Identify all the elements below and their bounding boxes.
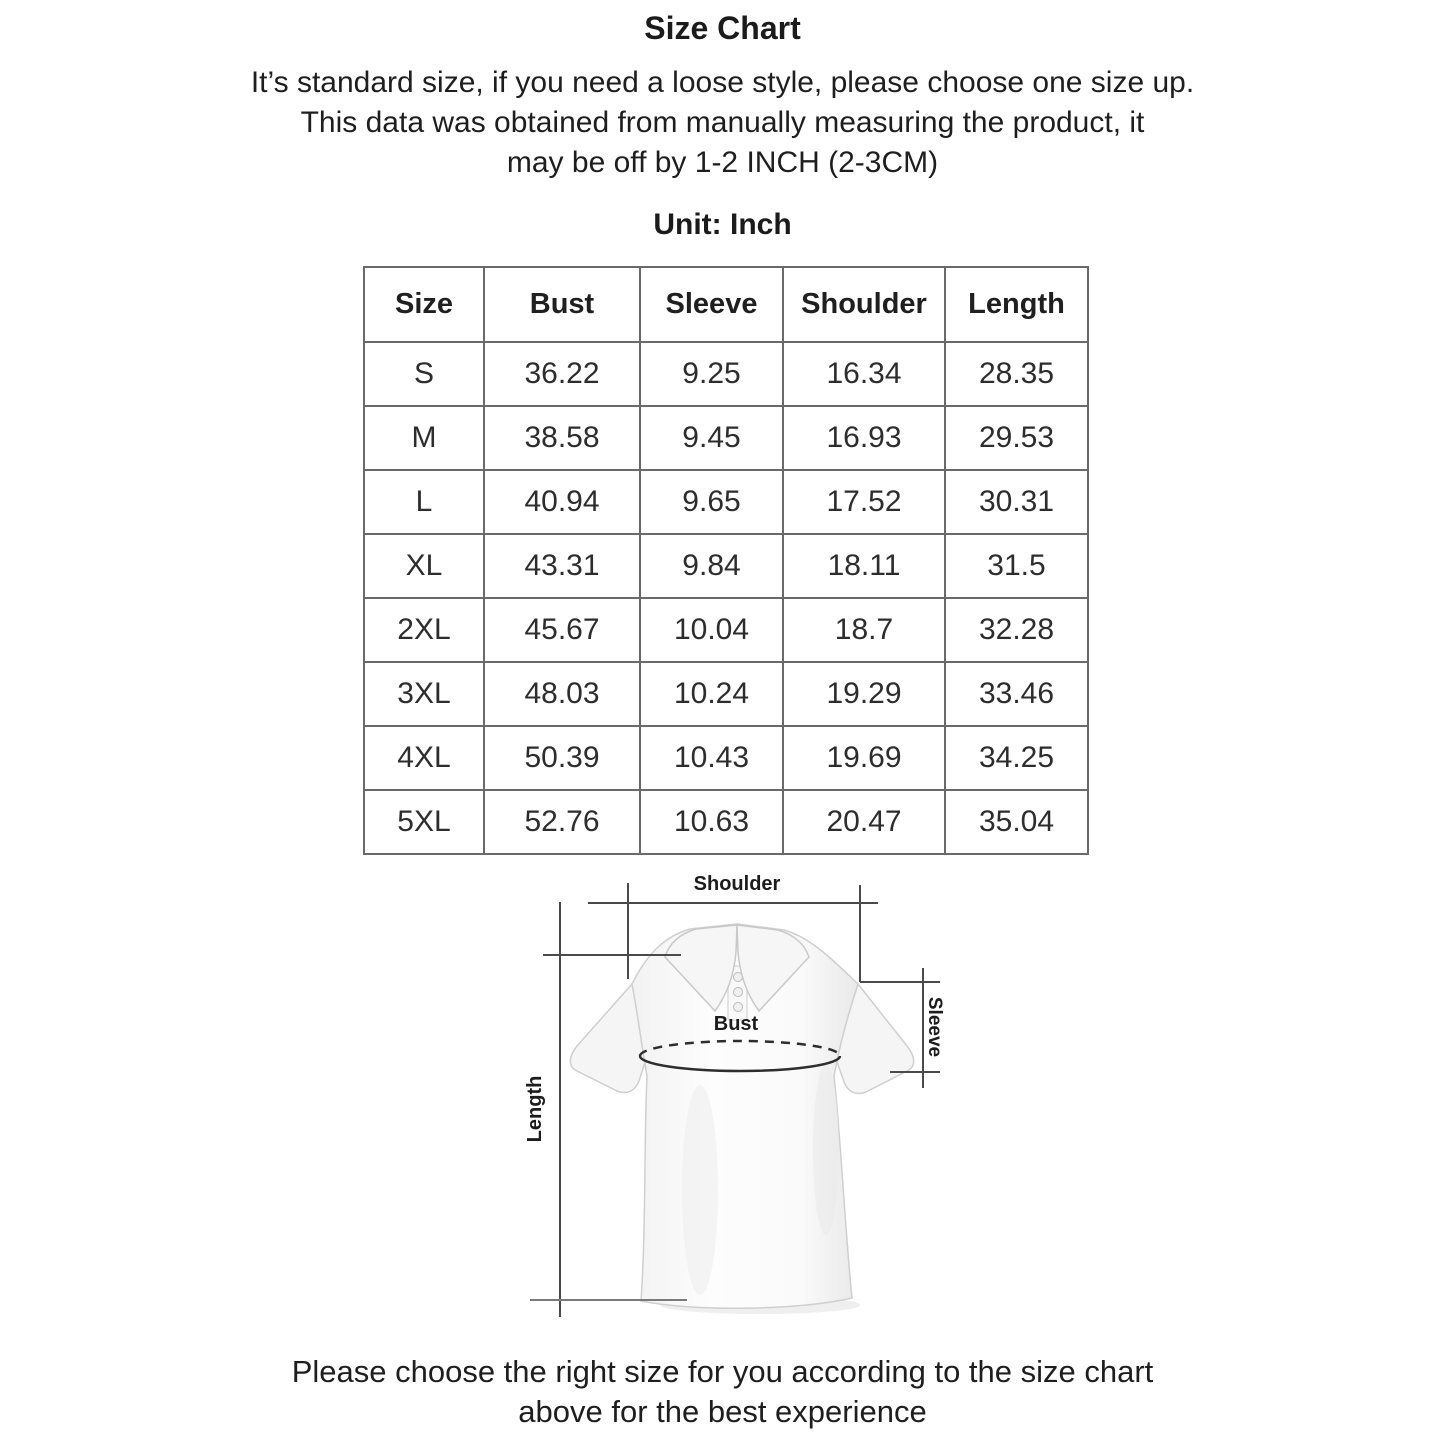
measurement-value-cell: 18.7 [783,598,945,662]
column-header-length: Length [945,267,1088,342]
intro-line-1: It’s standard size, if you need a loose style, please choose one size up. [250,66,1195,99]
size-table-row [364,342,1088,406]
shirt-button [734,988,743,997]
measurement-value-cell: 10.63 [640,790,783,854]
shirt-crease-left [682,1085,718,1295]
measurement-value-cell: 48.03 [484,662,640,726]
footer-line-2: above for the best experience [518,1394,927,1429]
measurement-value-cell: 20.47 [783,790,945,854]
measurement-value-cell: 52.76 [484,790,640,854]
shoulder-label: Shoulder [693,873,781,895]
bust-label: Bust [713,1013,759,1035]
page-title: Size Chart [644,10,801,46]
size-name-cell: L [364,470,484,534]
unit-label: Unit: Inch [653,208,792,241]
intro-line-3: may be off by 1-2 INCH (2-3CM) [506,146,939,179]
size-table-body [364,342,1088,854]
measurement-value-cell: 10.43 [640,726,783,790]
measurement-value-cell: 9.45 [640,406,783,470]
footer-note [0,1352,1445,1432]
measurement-value-cell: 33.46 [945,662,1088,726]
size-table-row [364,470,1088,534]
size-table-header-row [364,267,1088,342]
size-table-row [364,598,1088,662]
column-header-shoulder: Shoulder [783,267,945,342]
measurement-value-cell: 40.94 [484,470,640,534]
measurement-value-cell: 36.22 [484,342,640,406]
measurement-value-cell: 19.29 [783,662,945,726]
size-name-cell: XL [364,534,484,598]
measurement-value-cell: 50.39 [484,726,640,790]
size-table-row [364,662,1088,726]
footer-line-1: Please choose the right size for you according to the size chart [291,1354,1154,1389]
measurement-value-cell: 45.67 [484,598,640,662]
measurement-value-cell: 18.11 [783,534,945,598]
size-table-row [364,406,1088,470]
measurement-value-cell: 31.5 [945,534,1088,598]
measurement-value-cell: 16.34 [783,342,945,406]
measurement-value-cell: 10.04 [640,598,783,662]
measurement-value-cell: 30.31 [945,470,1088,534]
measurement-value-cell: 34.25 [945,726,1088,790]
measurement-value-cell: 9.84 [640,534,783,598]
measurement-value-cell: 43.31 [484,534,640,598]
measurement-value-cell: 17.52 [783,470,945,534]
intro-text [0,63,1445,183]
shirt-crease-right [813,1065,839,1235]
column-header-size: Size [364,267,484,342]
measurement-value-cell: 16.93 [783,406,945,470]
column-header-bust: Bust [484,267,640,342]
measurement-value-cell: 9.65 [640,470,783,534]
size-table-row [364,726,1088,790]
measurement-value-cell: 35.04 [945,790,1088,854]
size-table [363,266,1089,855]
measurement-value-cell: 29.53 [945,406,1088,470]
intro-line-2: This data was obtained from manually measuring the product, it [300,106,1145,139]
length-label: Length [524,1075,546,1143]
shirt-button [734,1003,743,1012]
measurement-value-cell: 32.28 [945,598,1088,662]
sleeve-label: Sleeve [924,996,945,1058]
size-name-cell: M [364,406,484,470]
size-table-row [364,790,1088,854]
size-name-cell: 2XL [364,598,484,662]
size-table-row [364,534,1088,598]
measurement-value-cell: 28.35 [945,342,1088,406]
size-name-cell: 5XL [364,790,484,854]
measurement-value-cell: 10.24 [640,662,783,726]
measurement-value-cell: 19.69 [783,726,945,790]
size-name-cell: 4XL [364,726,484,790]
size-name-cell: 3XL [364,662,484,726]
column-header-sleeve: Sleeve [640,267,783,342]
size-name-cell: S [364,342,484,406]
measurement-value-cell: 38.58 [484,406,640,470]
measurement-value-cell: 9.25 [640,342,783,406]
